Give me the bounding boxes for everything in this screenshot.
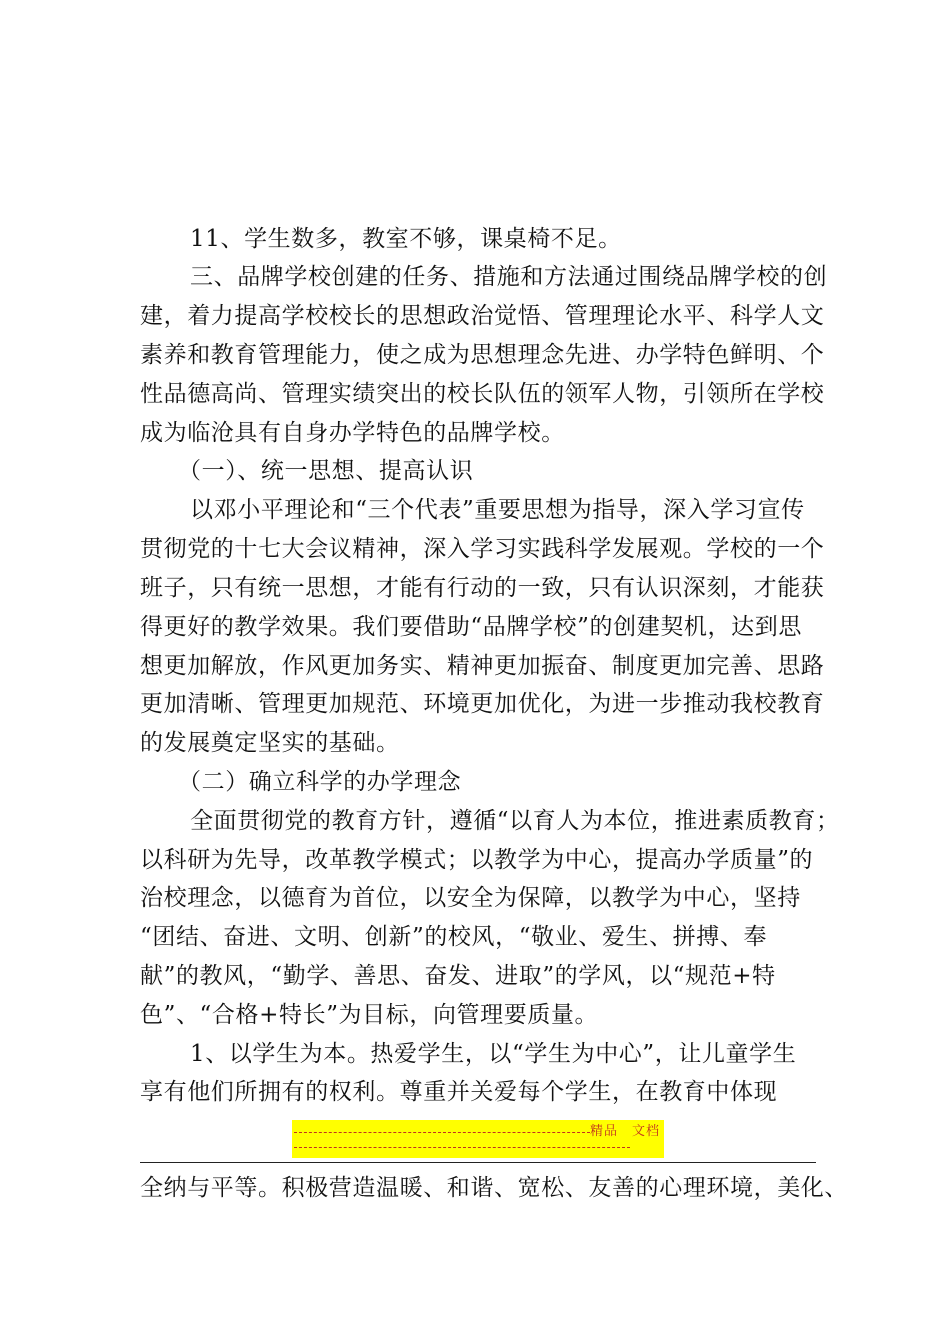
paragraph-line: 11、学生数多，教室不够，课桌椅不足。	[190, 226, 622, 252]
banner-label: 精品 文档	[590, 1124, 661, 1139]
subsection-heading: （一）、统一思想、提高认识	[178, 458, 474, 484]
paragraph-line: 性品德高尚、管理实绩突出的校长队伍的领军人物，引领所在学校	[140, 381, 825, 407]
paragraph-line: 全面贯彻党的教育方针，遵循“以育人为本位，推进素质教育；	[190, 808, 840, 834]
paragraph-line: 治校理念，以德育为首位，以安全为保障，以教学为中心，坚持	[140, 885, 801, 911]
continuation-line: 全纳与平等。积极营造温暖、和谐、宽松、友善的心理环境，美化、	[140, 1175, 848, 1201]
banner-dashed-line	[294, 1132, 590, 1133]
paragraph-line: 想更加解放，作风更加务实、精神更加振奋、制度更加完善、思路	[140, 653, 825, 679]
section-heading: 三、品牌学校创建的任务、措施和方法通过围绕品牌学校的创	[190, 264, 828, 290]
paragraph-line: 建，着力提高学校校长的思想政治觉悟、管理理论水平、科学人文	[140, 303, 825, 329]
subsection-heading: （二）确立科学的办学理念	[178, 769, 462, 795]
paragraph-line: 献”的教风，“勤学、善思、奋发、进取”的学风，以“规范+特	[140, 963, 776, 989]
paragraph-line: 成为临沧具有自身办学特色的品牌学校。	[140, 420, 565, 446]
banner-dashed-line	[294, 1147, 630, 1148]
footer-banner	[292, 1120, 664, 1158]
paragraph-line: 的发展奠定坚实的基础。	[140, 730, 400, 756]
paragraph-line: 素养和教育管理能力，使之成为思想理念先进、办学特色鲜明、个	[140, 342, 825, 368]
paragraph-line: “团结、奋进、文明、创新”的校风，“敬业、爱生、拼搏、奉	[140, 924, 768, 950]
paragraph-line: 更加清晰、管理更加规范、环境更加优化，为进一步推动我校教育	[140, 691, 825, 717]
paragraph-line: 享有他们所拥有的权利。尊重并关爱每个学生，在教育中体现	[140, 1079, 778, 1105]
paragraph-line: 班子，只有统一思想，才能有行动的一致，只有认识深刻，才能获	[140, 575, 825, 601]
paragraph-line: 贯彻党的十七大会议精神，深入学习实践科学发展观。学校的一个	[140, 536, 825, 562]
paragraph-line: 以科研为先导，改革教学模式；以教学为中心，提高办学质量”的	[140, 847, 814, 873]
paragraph-line: 以邓小平理论和“三个代表”重要思想为指导，深入学习宣传	[190, 497, 805, 523]
paragraph-line: 1、以学生为本。热爱学生，以“学生为中心”，让儿童学生	[190, 1041, 797, 1067]
paragraph-line: 色”、“合格+特长”为目标，向管理要质量。	[140, 1002, 599, 1028]
page-divider	[140, 1162, 816, 1163]
paragraph-line: 得更好的教学效果。我们要借助“品牌学校”的创建契机，达到思	[140, 614, 802, 640]
